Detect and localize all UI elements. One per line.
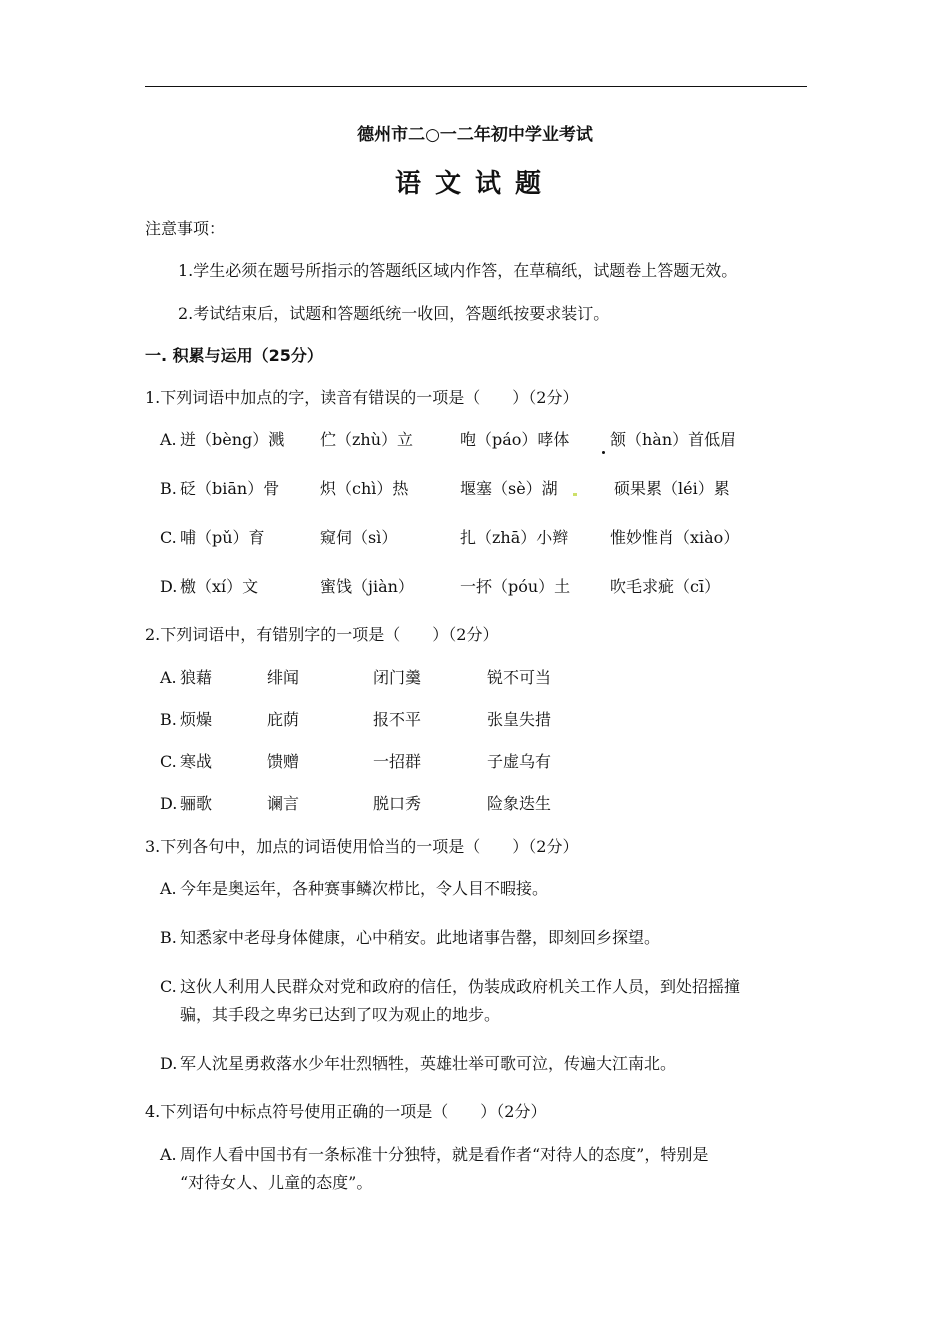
- option-label: A.: [160, 430, 177, 449]
- option-item: 狼藉: [180, 668, 213, 687]
- option-label: A.: [160, 1145, 177, 1164]
- option-label: A.: [160, 668, 177, 687]
- option-item: 险象迭生: [487, 794, 552, 813]
- option-label: B.: [160, 479, 177, 498]
- option-item: 檄（xí）文: [180, 577, 259, 596]
- option-item: 吹毛求疵（cī）: [610, 577, 721, 596]
- option-item: 哺（pǔ）育: [180, 528, 265, 547]
- option-label: B.: [160, 710, 177, 729]
- option-text: 知悉家中老母身体健康，心中稍安。此地诸事告罄，即刻回乡探望。: [180, 928, 661, 947]
- option-text: 这伙人利用人民群众对党和政府的信任，伪装成政府机关工作人员，到处招摇撞: [180, 977, 741, 996]
- option-label: D.: [160, 1054, 178, 1073]
- option-label: B.: [160, 928, 177, 947]
- question-stem: 4.下列语句中标点符号使用正确的一项是（ ）（2分）: [145, 1102, 547, 1121]
- section-heading: 一. 积累与运用（25分）: [145, 346, 323, 365]
- option-item: 一抔（póu）土: [460, 577, 571, 596]
- option-text: 骗，其手段之卑劣已达到了叹为观止的地步。: [180, 1005, 501, 1024]
- option-label: C.: [160, 528, 177, 547]
- option-item: 锐不可当: [487, 668, 552, 687]
- option-label: D.: [160, 577, 178, 596]
- option-item: 蜜饯（jiàn）: [320, 577, 414, 596]
- option-label: C.: [160, 977, 177, 996]
- option-text: “对待女人、儿童的态度”。: [180, 1173, 373, 1192]
- option-item: 张皇失措: [487, 710, 552, 729]
- question-stem: 2.下列词语中，有错别字的一项是（ ）（2分）: [145, 625, 499, 644]
- option-item: 伫（zhù）立: [320, 430, 414, 449]
- option-item: 咆（páo）哮体: [460, 430, 570, 449]
- option-item: 谰言: [267, 794, 300, 813]
- option-label: D.: [160, 794, 178, 813]
- option-item: 炽（chì）热: [320, 479, 409, 498]
- option-item: 硕果累（léi）累: [614, 479, 730, 498]
- option-text: 周作人看中国书有一条标准十分独特，就是看作者“对待人的态度”，特别是: [180, 1145, 709, 1164]
- option-item: 扎（zhā）小辫: [460, 528, 569, 547]
- option-item: 堰塞（sè）湖: [460, 479, 558, 498]
- stray-dot: [602, 451, 605, 454]
- option-item: 惟妙惟肖（xiào）: [610, 528, 740, 547]
- notice-item: 1.学生必须在题号所指示的答题纸区域内作答，在草稿纸，试题卷上答题无效。: [178, 261, 738, 280]
- header-rule: [145, 86, 807, 87]
- notice-heading: 注意事项：: [145, 219, 226, 238]
- option-text: 今年是奥运年，各种赛事鳞次栉比，令人目不暇接。: [180, 879, 549, 898]
- option-item: 脱口秀: [373, 794, 422, 813]
- option-item: 报不平: [373, 710, 422, 729]
- notice-item: 2.考试结束后，试题和答题纸统一收回，答题纸按要求装订。: [178, 304, 610, 323]
- option-label: C.: [160, 752, 177, 771]
- option-item: 窥伺（sì）: [320, 528, 398, 547]
- exam-title: 德州市二○一二年初中学业考试: [357, 125, 593, 145]
- option-item: 子虚乌有: [487, 752, 552, 771]
- stray-mark: [573, 493, 577, 496]
- option-item: 馈赠: [267, 752, 300, 771]
- option-item: 闭门羹: [373, 668, 422, 687]
- option-item: 一招群: [373, 752, 422, 771]
- option-item: 迸（bèng）溅: [180, 430, 285, 449]
- option-item: 庇荫: [267, 710, 300, 729]
- subject-title: 语文试题: [394, 169, 555, 199]
- option-item: 颔（hàn）首低眉: [610, 430, 737, 449]
- option-item: 砭（biān）骨: [180, 479, 280, 498]
- option-item: 烦燥: [180, 710, 213, 729]
- question-stem: 1.下列词语中加点的字，读音有错误的一项是（ ）（2分）: [145, 388, 579, 407]
- option-item: 骊歌: [180, 794, 213, 813]
- question-stem: 3.下列各句中，加点的词语使用恰当的一项是（ ）（2分）: [145, 837, 579, 856]
- option-label: A.: [160, 879, 177, 898]
- option-item: 绯闻: [267, 668, 300, 687]
- option-text: 军人沈星勇救落水少年壮烈牺牲，英雄壮举可歌可泣，传遍大江南北。: [180, 1054, 677, 1073]
- option-item: 寒战: [180, 752, 213, 771]
